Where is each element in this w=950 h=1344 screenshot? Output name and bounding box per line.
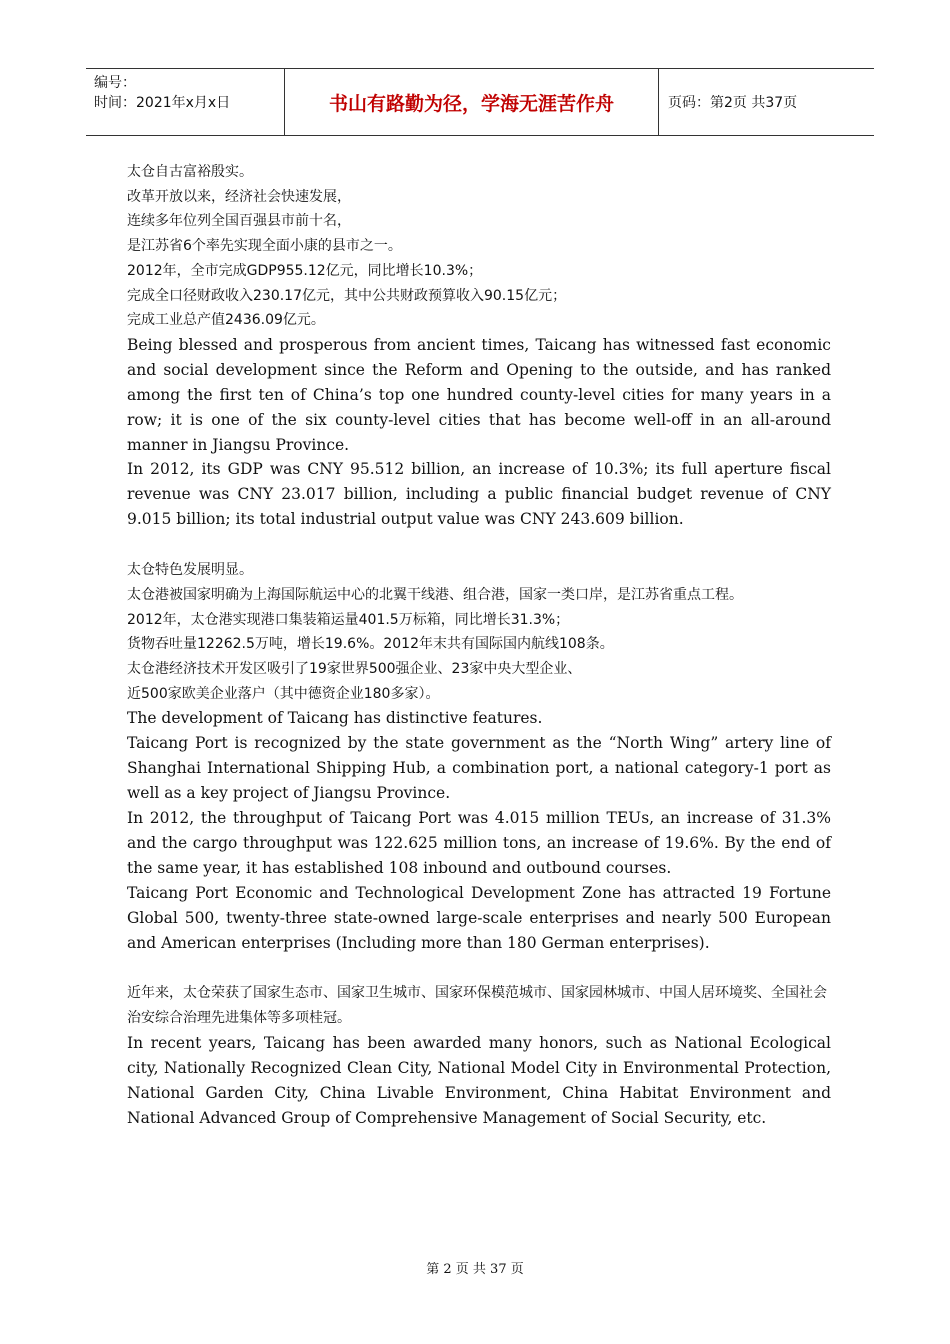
zh-line: 2012年，太仓港实现港口集装箱运量401.5万标箱，同比增长31.3%； xyxy=(127,611,570,628)
document-body xyxy=(127,160,831,1130)
zh-line: 太仓自古富裕殷实。 xyxy=(127,164,253,180)
page-footer: 第 2 页 共 37 页 xyxy=(426,1262,524,1277)
header-meta-cell xyxy=(86,69,285,135)
section-gap xyxy=(127,955,831,981)
en-paragraph: In 2012, the throughput of Taicang Port was 4.015 million TEUs, an increase of 31.3% and the cargo throughput was 122.625 million tons, an increase of 19.6%. By the end of the same year, it has established 108 inbound and outbound courses. xyxy=(127,809,831,877)
section-honors xyxy=(127,981,831,1130)
header-page-label: 页码：第2页 共37页 xyxy=(668,95,798,111)
en-paragraph: Taicang Port Economic and Technological Development Zone has attracted 19 Fortune Global 500, twenty-three state-owned large-scale enterprises and nearly 500 European and American enterprises (Including more than 180 German enterprises). xyxy=(127,883,831,952)
en-paragraph: The development of Taicang has distinctive features. xyxy=(127,709,543,728)
date-label: 时间：2021年x月x日 xyxy=(94,95,231,111)
zh-line: 是江苏省6个率先实现全面小康的县市之一。 xyxy=(127,238,402,255)
header-motto: 书山有路勤为径，学海无涯苦作舟 xyxy=(285,69,659,135)
number-label: 编号： xyxy=(94,75,136,91)
zh-line: 完成全口径财政收入230.17亿元，其中公共财政预算收入90.15亿元； xyxy=(127,287,567,304)
section-features xyxy=(127,558,831,955)
zh-line: 改革开放以来，经济社会快速发展， xyxy=(127,188,351,205)
zh-line: 太仓特色发展明显。 xyxy=(127,562,253,579)
en-paragraph: In 2012, its GDP was CNY 95.512 billion, an increase of 10.3%; its full aperture fiscal revenue was CNY 23.017 billion, including a public financial budget revenue of CNY 9.015 billion; its total industrial output value was CNY 243.609 billion. xyxy=(127,460,831,529)
zh-line: 连续多年位列全国百强县市前十名， xyxy=(127,213,351,230)
zh-line: 2012年，全市完成GDP955.12亿元，同比增长10.3%； xyxy=(127,262,483,279)
zh-line: 太仓港被国家明确为上海国际航运中心的北翼干线港、组合港，国家一类口岸，是江苏省重点工程。 xyxy=(127,586,743,603)
zh-line: 货物吞吐量12262.5万吨，增长19.6%。2012年末共有国际国内航线108条。 xyxy=(127,636,614,653)
zh-line: 近500家欧美企业落户（其中德资企业180多家）。 xyxy=(127,685,440,702)
zh-line: 近年来，太仓荣获了国家生态市、国家卫生城市、国家环保模范城市、国家园林城市、中国人居环境奖、全国社会治安综合治理先进集体等多项桂冠。 xyxy=(127,985,827,1027)
section-overview xyxy=(127,160,831,532)
section-gap xyxy=(127,532,831,558)
page-header xyxy=(86,68,874,136)
en-paragraph: In recent years, Taicang has been awarded many honors, such as National Ecological city, Nationally Recognized Clean City, National Model City in Environmental Protection, National Garden City, China Livable Environment, China Habitat Environment and National Advanced Group of Comprehensive Management of Social Security, etc. xyxy=(127,1033,831,1127)
en-paragraph: Taicang Port is recognized by the state government as the “North Wing” artery line of Shanghai International Shipping Hub, a combination port, a national category-1 port as well as a key project of Jiangsu Province. xyxy=(127,734,831,803)
zh-line: 太仓港经济技术开发区吸引了19家世界500强企业、23家中央大型企业、 xyxy=(127,660,582,677)
en-paragraph: Being blessed and prosperous from ancient times, Taicang has witnessed fast economic and social development since the Reform and Opening to the outside, and has ranked among the first ten of China’s top one hundred county-level cities for many years in a row; it is one of the six county-level cities that has become well-off in an all-around manner in Jiangsu Province. xyxy=(127,335,831,454)
zh-line: 完成工业总产值2436.09亿元。 xyxy=(127,312,325,329)
